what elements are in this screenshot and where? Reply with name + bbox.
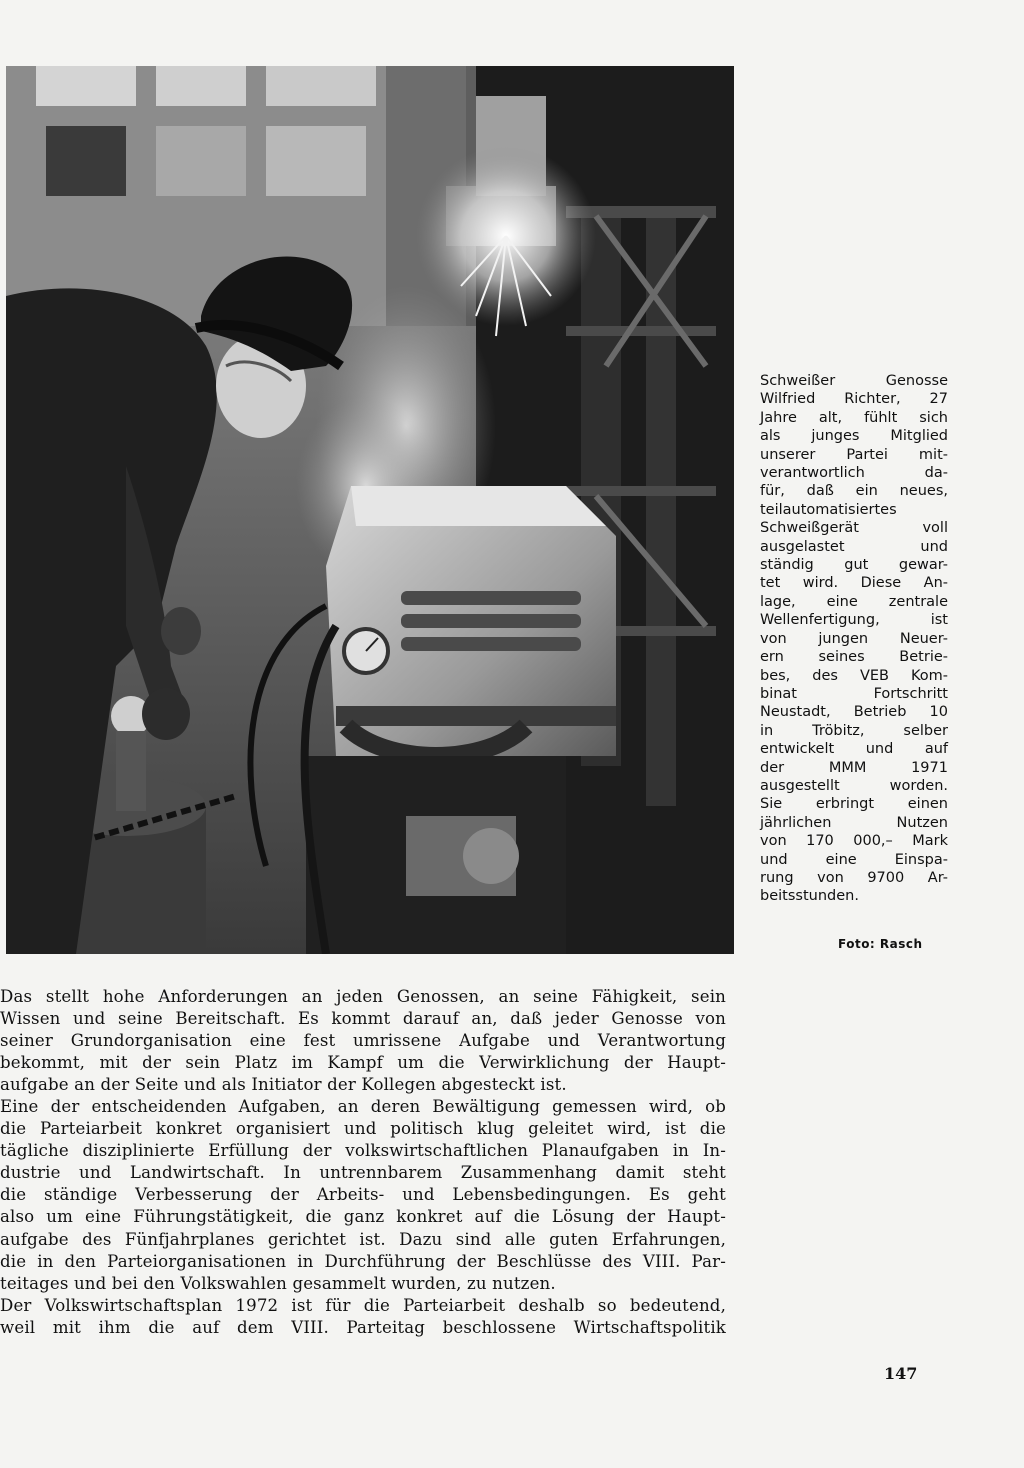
body-line: Das stellt hohe Anforderungen an jeden Genossen, an seine Fähigkeit, sein bbox=[0, 987, 726, 1006]
caption-line: und eine Einspa- bbox=[760, 851, 948, 868]
body-line: die Parteiarbeit konkret organisiert und politisch klug geleitet wird, ist die bbox=[0, 1119, 726, 1139]
body-line: teitages und bei den Volkswahlen gesammelt wurden, zu nutzen. bbox=[0, 1273, 556, 1293]
caption-line: bes, des VEB Kom- bbox=[760, 667, 948, 684]
caption-line: rung von 9700 Ar- bbox=[760, 869, 948, 886]
caption-line: unserer Partei mit- bbox=[760, 446, 948, 463]
body-line: dustrie und Landwirtschaft. In untrennbarem Zusammenhang damit steht bbox=[0, 1163, 726, 1183]
caption-line: teilautomatisiertes bbox=[760, 501, 897, 518]
caption-line: für, daß ein neues, bbox=[760, 483, 948, 500]
body-line: weil mit ihm die auf dem VIII. Parteitag beschlossene Wirtschaftspolitik bbox=[0, 1317, 726, 1337]
caption-line: ern seines Betrie- bbox=[760, 649, 948, 666]
caption-line: Jahre alt, fühlt sich bbox=[760, 409, 948, 426]
caption-line: der MMM 1971 bbox=[760, 759, 948, 776]
welder-photo-illustration bbox=[6, 66, 734, 954]
caption-line: Neustadt, Betrieb 10 bbox=[760, 704, 948, 721]
photo-credit: Foto: Rasch bbox=[838, 937, 923, 951]
caption-line: entwickelt und auf bbox=[760, 741, 948, 758]
caption-line: Sie erbringt einen bbox=[760, 796, 948, 813]
caption-line: Schweißgerät voll bbox=[760, 520, 948, 537]
body-line: Der Volkswirtschaftsplan 1972 ist für die Parteiarbeit deshalb so bedeutend, bbox=[0, 1295, 726, 1315]
caption-line: von 170 000,– Mark bbox=[760, 833, 948, 850]
caption-line: beitsstunden. bbox=[760, 888, 859, 905]
caption-line: lage, eine zentrale bbox=[760, 593, 948, 610]
caption-line: in Tröbitz, selber bbox=[760, 722, 948, 739]
body-text bbox=[0, 986, 726, 1339]
caption-line: Wellenfertigung, ist bbox=[760, 612, 948, 629]
body-line: aufgabe des Fünfjahrplanes gerichtet ist. Dazu sind alle guten Erfahrungen, bbox=[0, 1229, 726, 1249]
caption-line: als junges Mitglied bbox=[760, 428, 948, 445]
caption-line: Wilfried Richter, 27 bbox=[760, 391, 948, 408]
body-line: seiner Grundorganisation eine fest umrissene Aufgabe und Verantwortung bbox=[0, 1031, 726, 1051]
page-number: 147 bbox=[884, 1364, 918, 1383]
caption-line: Schweißer Genosse bbox=[760, 373, 948, 389]
caption-line: jährlichen Nutzen bbox=[760, 814, 948, 831]
body-line: bekommt, mit der sein Platz im Kampf um die Verwirklichung der Haupt- bbox=[0, 1053, 726, 1073]
caption-line: tet wird. Diese An- bbox=[760, 575, 948, 592]
photo-caption bbox=[760, 372, 948, 906]
caption-line: ausgelastet und bbox=[760, 538, 948, 555]
body-line: Eine der entscheidenden Aufgaben, an deren Bewältigung gemessen wird, ob bbox=[0, 1097, 726, 1117]
caption-line: binat Fortschritt bbox=[760, 685, 948, 702]
caption-line: ständig gut gewar- bbox=[760, 557, 948, 574]
caption-line: verantwortlich da- bbox=[760, 465, 948, 482]
body-line: also um eine Führungstätigkeit, die ganz konkret auf die Lösung der Haupt- bbox=[0, 1207, 726, 1227]
body-line: Wissen und seine Bereitschaft. Es kommt darauf an, daß jeder Genosse von bbox=[0, 1009, 726, 1029]
body-line: die in den Parteiorganisationen in Durchführung der Beschlüsse des VIII. Par- bbox=[0, 1251, 726, 1271]
body-line: die ständige Verbesserung der Arbeits- und Lebensbedingungen. Es geht bbox=[0, 1185, 726, 1205]
body-line: aufgabe an der Seite und als Initiator der Kollegen abgesteckt ist. bbox=[0, 1075, 567, 1095]
caption-line: von jungen Neuer- bbox=[760, 630, 948, 647]
caption-line: ausgestellt worden. bbox=[760, 777, 948, 794]
body-line: tägliche disziplinierte Erfüllung der volkswirtschaftlichen Planaufgaben in In- bbox=[0, 1141, 726, 1161]
welder-photo bbox=[6, 66, 734, 954]
